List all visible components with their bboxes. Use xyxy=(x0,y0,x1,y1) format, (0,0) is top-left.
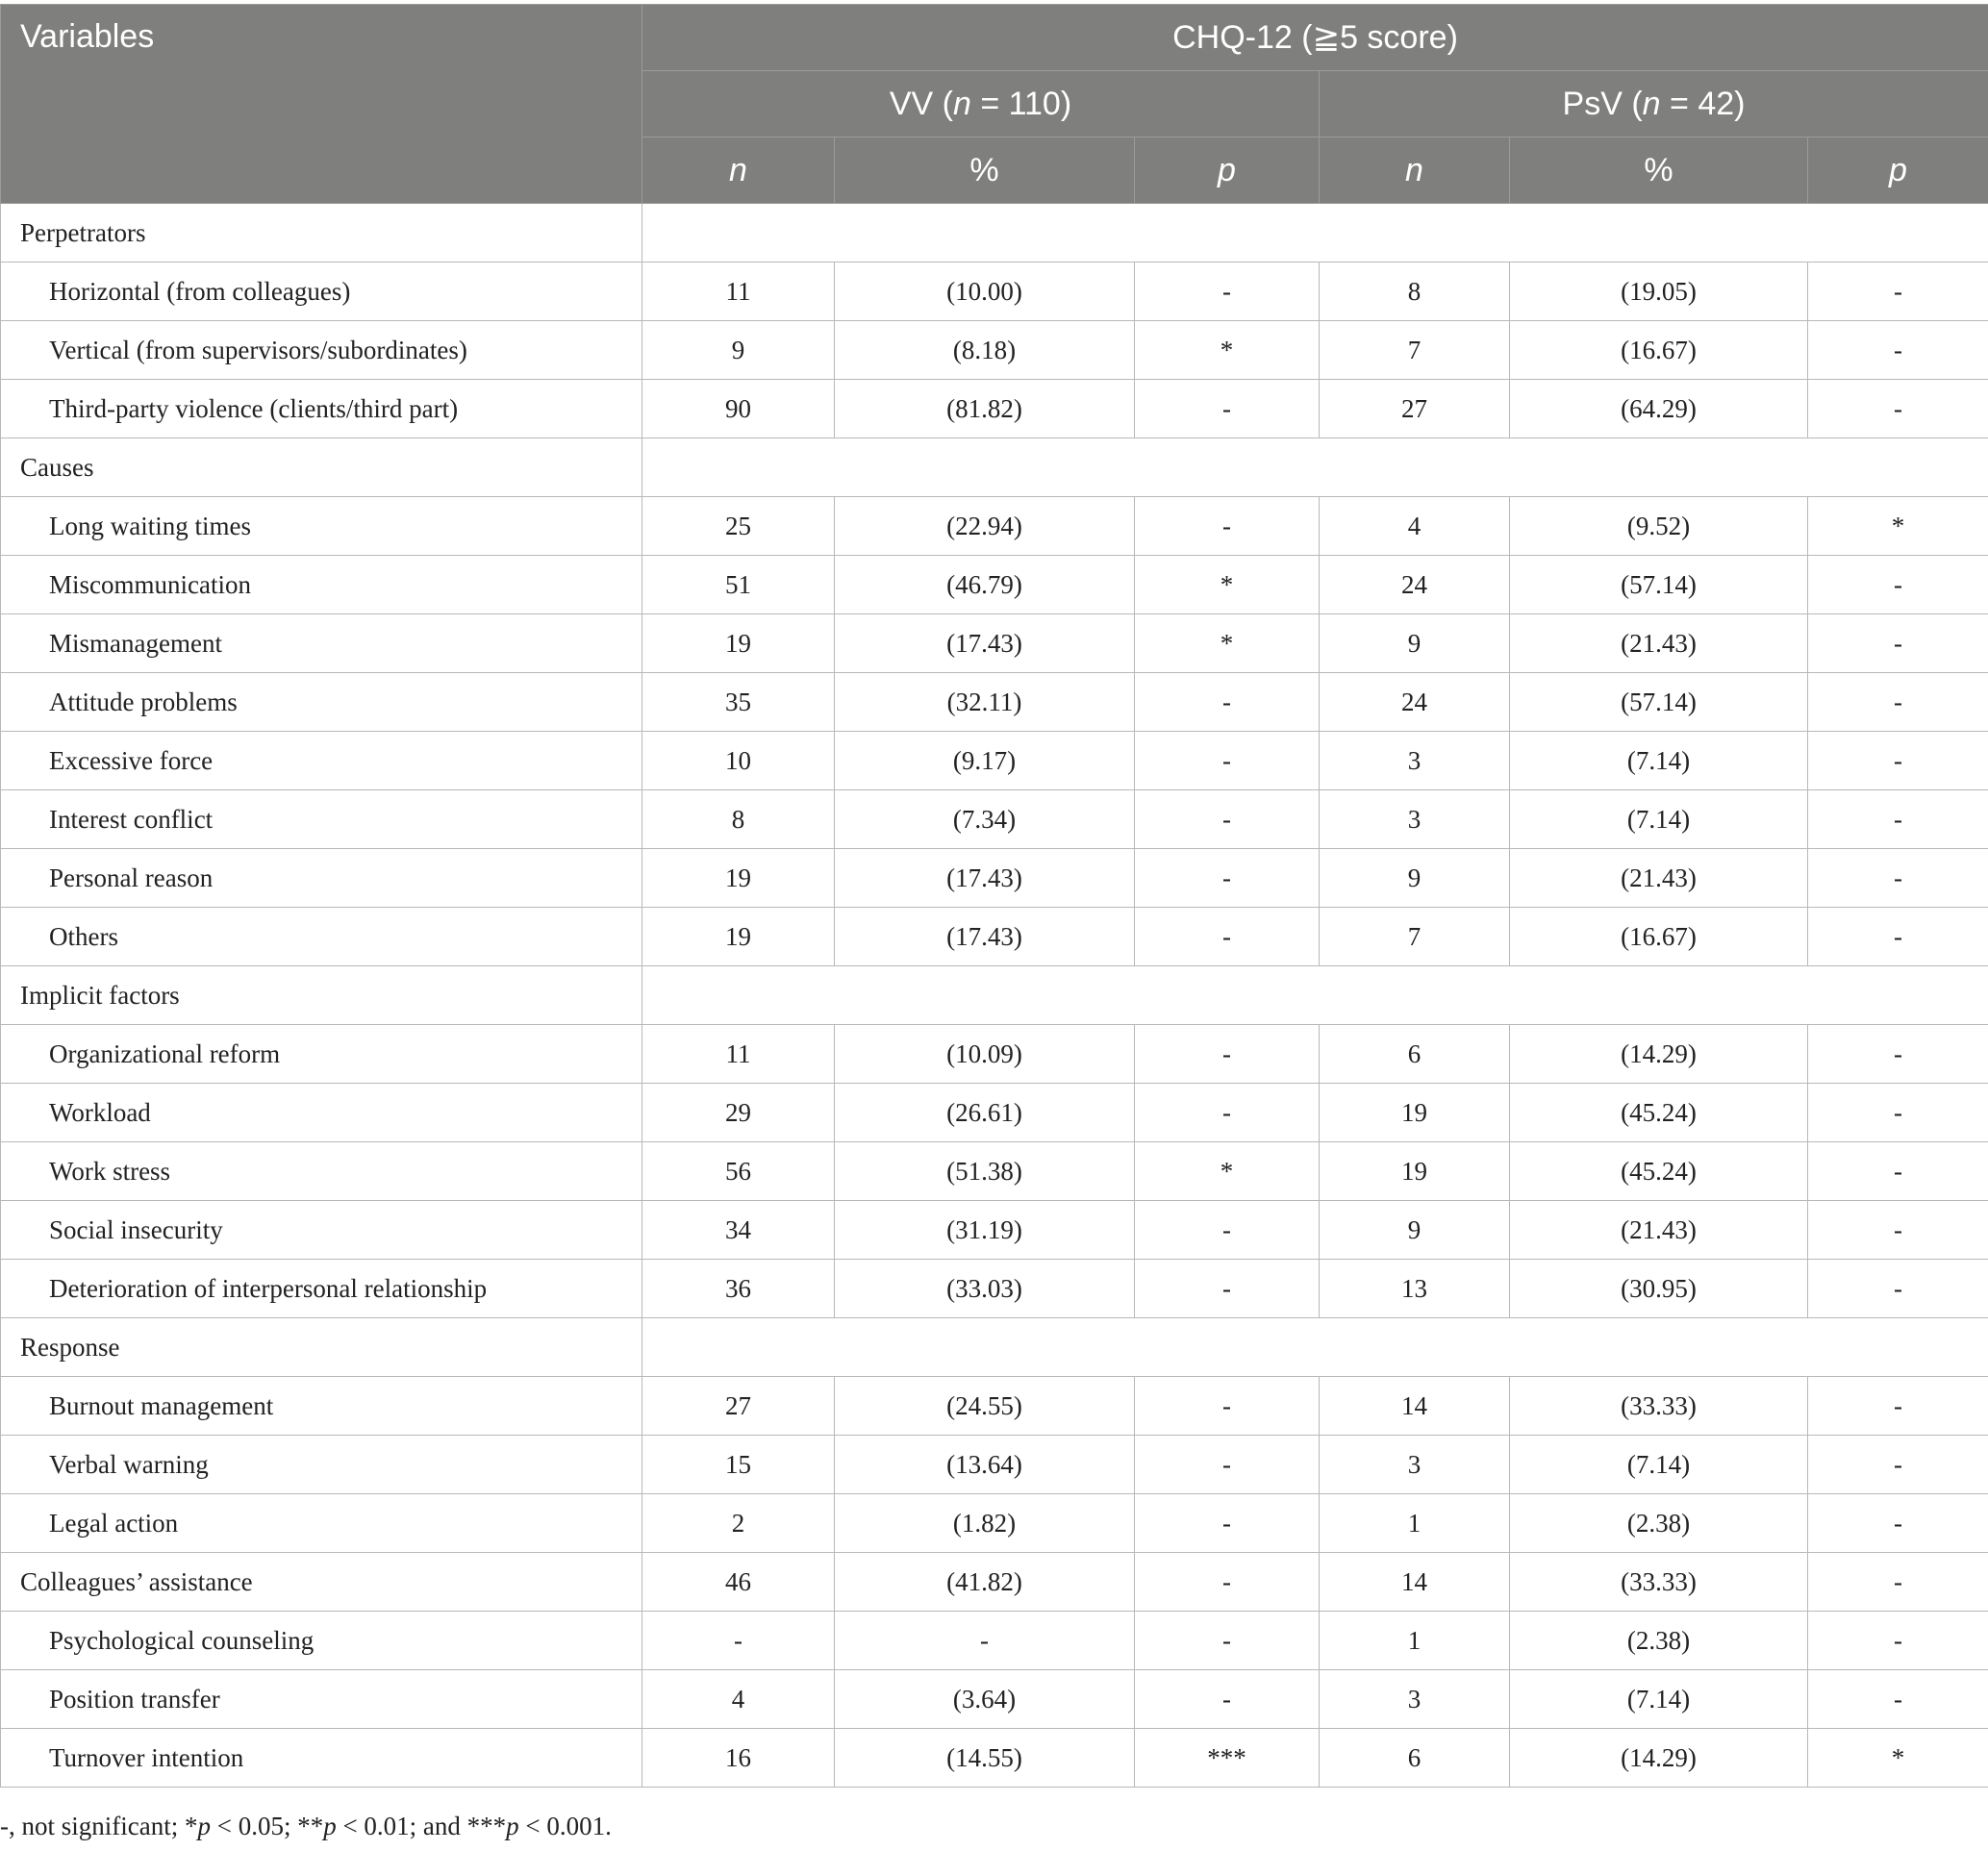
cell-psv-n: 14 xyxy=(1320,1377,1510,1436)
cell-psv-n: 7 xyxy=(1320,908,1510,966)
results-table xyxy=(0,4,1988,1788)
cell-psv-n: 24 xyxy=(1320,673,1510,732)
cell-psv-p: - xyxy=(1808,790,1988,849)
cell-psv-n: 27 xyxy=(1320,380,1510,438)
table-row xyxy=(1,556,1988,614)
cell-vv-percent: (32.11) xyxy=(835,673,1135,732)
subcol-psv-p: p xyxy=(1808,138,1988,204)
cell-vv-percent: (10.00) xyxy=(835,263,1135,321)
cell-vv-p: * xyxy=(1135,321,1320,380)
row-label: Burnout management xyxy=(1,1377,642,1436)
cell-vv-percent: (13.64) xyxy=(835,1436,1135,1494)
table-footnote: -, not significant; *p < 0.05; **p < 0.01; and ***p < 0.001. xyxy=(0,1812,612,1840)
cell-psv-p: - xyxy=(1808,673,1988,732)
cell-psv-n: 3 xyxy=(1320,1436,1510,1494)
cell-psv-p: - xyxy=(1808,1201,1988,1260)
cell-vv-percent: (46.79) xyxy=(835,556,1135,614)
cell-psv-n: 13 xyxy=(1320,1260,1510,1318)
section-filler xyxy=(642,204,1988,263)
cell-psv-p: * xyxy=(1808,497,1988,556)
row-label: Legal action xyxy=(1,1494,642,1553)
row-label: Verbal warning xyxy=(1,1436,642,1494)
cell-psv-p: - xyxy=(1808,849,1988,908)
cell-vv-p: - xyxy=(1135,263,1320,321)
cell-vv-p: *** xyxy=(1135,1729,1320,1788)
row-label: Social insecurity xyxy=(1,1201,642,1260)
cell-psv-percent: (9.52) xyxy=(1510,497,1808,556)
cell-psv-percent: (19.05) xyxy=(1510,263,1808,321)
table-row xyxy=(1,1084,1988,1142)
cell-psv-percent: (33.33) xyxy=(1510,1553,1808,1612)
cell-vv-p: - xyxy=(1135,1084,1320,1142)
cell-vv-percent: (17.43) xyxy=(835,614,1135,673)
cell-psv-n: 3 xyxy=(1320,1670,1510,1729)
cell-psv-percent: (33.33) xyxy=(1510,1377,1808,1436)
cell-vv-p: * xyxy=(1135,1142,1320,1201)
cell-vv-percent: (31.19) xyxy=(835,1201,1135,1260)
row-label: Horizontal (from colleagues) xyxy=(1,263,642,321)
cell-psv-percent: (14.29) xyxy=(1510,1025,1808,1084)
table-row xyxy=(1,263,1988,321)
cell-vv-p: - xyxy=(1135,673,1320,732)
cell-vv-n: - xyxy=(642,1612,835,1670)
cell-vv-n: 29 xyxy=(642,1084,835,1142)
cell-vv-p: - xyxy=(1135,1670,1320,1729)
table-row xyxy=(1,1142,1988,1201)
table-body xyxy=(1,204,1988,1788)
cell-vv-percent: (81.82) xyxy=(835,380,1135,438)
cell-psv-n: 3 xyxy=(1320,732,1510,790)
row-label: Attitude problems xyxy=(1,673,642,732)
cell-psv-percent: (57.14) xyxy=(1510,673,1808,732)
section-filler xyxy=(642,1318,1988,1377)
cell-psv-p: - xyxy=(1808,1553,1988,1612)
cell-vv-percent: (7.34) xyxy=(835,790,1135,849)
table-row xyxy=(1,908,1988,966)
cell-psv-percent: (45.24) xyxy=(1510,1084,1808,1142)
cell-vv-percent: (17.43) xyxy=(835,849,1135,908)
cell-psv-p: - xyxy=(1808,1494,1988,1553)
row-label: Deterioration of interpersonal relationship xyxy=(1,1260,642,1318)
table-row xyxy=(1,1260,1988,1318)
cell-vv-percent: (17.43) xyxy=(835,908,1135,966)
cell-psv-p: - xyxy=(1808,1260,1988,1318)
cell-vv-n: 34 xyxy=(642,1201,835,1260)
row-label: Mismanagement xyxy=(1,614,642,673)
subcol-vv-n: n xyxy=(642,138,835,204)
cell-vv-n: 19 xyxy=(642,908,835,966)
section-filler xyxy=(642,438,1988,497)
section-title: Colleagues’ assistance xyxy=(1,1553,642,1612)
row-label: Personal reason xyxy=(1,849,642,908)
group-header-psv: PsV (n = 42) xyxy=(1320,71,1988,138)
row-label: Vertical (from supervisors/subordinates) xyxy=(1,321,642,380)
cell-psv-percent: (14.29) xyxy=(1510,1729,1808,1788)
cell-psv-percent: (45.24) xyxy=(1510,1142,1808,1201)
cell-vv-n: 8 xyxy=(642,790,835,849)
cell-psv-p: - xyxy=(1808,1377,1988,1436)
cell-vv-n: 51 xyxy=(642,556,835,614)
cell-psv-n: 6 xyxy=(1320,1729,1510,1788)
table-row xyxy=(1,497,1988,556)
cell-vv-n: 90 xyxy=(642,380,835,438)
cell-psv-p: - xyxy=(1808,614,1988,673)
table-row xyxy=(1,1729,1988,1788)
cell-psv-p: - xyxy=(1808,556,1988,614)
cell-psv-n: 19 xyxy=(1320,1142,1510,1201)
cell-vv-percent: (14.55) xyxy=(835,1729,1135,1788)
cell-vv-p: - xyxy=(1135,849,1320,908)
table-header xyxy=(1,5,1988,204)
variables-header: Variables xyxy=(1,5,642,204)
cell-psv-p: - xyxy=(1808,1084,1988,1142)
cell-psv-n: 6 xyxy=(1320,1025,1510,1084)
table-row xyxy=(1,380,1988,438)
cell-psv-n: 3 xyxy=(1320,790,1510,849)
cell-psv-percent: (21.43) xyxy=(1510,1201,1808,1260)
cell-vv-n: 19 xyxy=(642,614,835,673)
table-row xyxy=(1,1201,1988,1260)
cell-vv-n: 46 xyxy=(642,1553,835,1612)
cell-psv-percent: (2.38) xyxy=(1510,1494,1808,1553)
cell-vv-n: 4 xyxy=(642,1670,835,1729)
row-label: Miscommunication xyxy=(1,556,642,614)
cell-psv-percent: (2.38) xyxy=(1510,1612,1808,1670)
table-row xyxy=(1,1670,1988,1729)
table-row xyxy=(1,1612,1988,1670)
cell-vv-p: - xyxy=(1135,1260,1320,1318)
section-title: Causes xyxy=(1,438,642,497)
table-row xyxy=(1,1025,1988,1084)
cell-vv-p: - xyxy=(1135,1377,1320,1436)
cell-vv-n: 10 xyxy=(642,732,835,790)
cell-vv-n: 27 xyxy=(642,1377,835,1436)
cell-psv-p: - xyxy=(1808,732,1988,790)
cell-psv-percent: (30.95) xyxy=(1510,1260,1808,1318)
cell-vv-percent: (1.82) xyxy=(835,1494,1135,1553)
table-row xyxy=(1,321,1988,380)
subcol-psv-percent: % xyxy=(1510,138,1808,204)
cell-psv-n: 9 xyxy=(1320,614,1510,673)
cell-psv-n: 1 xyxy=(1320,1612,1510,1670)
cell-vv-n: 36 xyxy=(642,1260,835,1318)
cell-vv-percent: - xyxy=(835,1612,1135,1670)
cell-vv-p: - xyxy=(1135,1494,1320,1553)
cell-psv-percent: (7.14) xyxy=(1510,1436,1808,1494)
cell-psv-percent: (7.14) xyxy=(1510,790,1808,849)
row-label: Organizational reform xyxy=(1,1025,642,1084)
cell-psv-p: - xyxy=(1808,380,1988,438)
cell-vv-p: * xyxy=(1135,614,1320,673)
cell-psv-percent: (57.14) xyxy=(1510,556,1808,614)
section-title: Response xyxy=(1,1318,642,1377)
table-row xyxy=(1,673,1988,732)
cell-vv-p: - xyxy=(1135,1612,1320,1670)
cell-vv-p: - xyxy=(1135,1436,1320,1494)
cell-psv-n: 14 xyxy=(1320,1553,1510,1612)
section-row xyxy=(1,204,1988,263)
row-label: Turnover intention xyxy=(1,1729,642,1788)
table-row xyxy=(1,1494,1988,1553)
row-label: Interest conflict xyxy=(1,790,642,849)
cell-vv-n: 56 xyxy=(642,1142,835,1201)
table-row xyxy=(1,732,1988,790)
cell-vv-p: - xyxy=(1135,732,1320,790)
cell-psv-n: 7 xyxy=(1320,321,1510,380)
section-row xyxy=(1,438,1988,497)
cell-vv-percent: (41.82) xyxy=(835,1553,1135,1612)
cell-vv-percent: (10.09) xyxy=(835,1025,1135,1084)
cell-psv-p: - xyxy=(1808,321,1988,380)
subcol-psv-n: n xyxy=(1320,138,1510,204)
cell-psv-percent: (21.43) xyxy=(1510,614,1808,673)
row-label: Excessive force xyxy=(1,732,642,790)
cell-vv-n: 35 xyxy=(642,673,835,732)
cell-vv-percent: (24.55) xyxy=(835,1377,1135,1436)
cell-vv-p: - xyxy=(1135,908,1320,966)
section-row xyxy=(1,1553,1988,1612)
cell-psv-percent: (7.14) xyxy=(1510,732,1808,790)
table-row xyxy=(1,790,1988,849)
row-label: Long waiting times xyxy=(1,497,642,556)
cell-psv-p: - xyxy=(1808,1142,1988,1201)
cell-vv-percent: (51.38) xyxy=(835,1142,1135,1201)
cell-vv-percent: (26.61) xyxy=(835,1084,1135,1142)
row-label: Psychological counseling xyxy=(1,1612,642,1670)
cell-psv-n: 1 xyxy=(1320,1494,1510,1553)
cell-vv-percent: (22.94) xyxy=(835,497,1135,556)
subcol-vv-p: p xyxy=(1135,138,1320,204)
table-row xyxy=(1,1377,1988,1436)
cell-psv-p: - xyxy=(1808,1612,1988,1670)
cell-psv-p: * xyxy=(1808,1729,1988,1788)
cell-vv-n: 19 xyxy=(642,849,835,908)
section-row xyxy=(1,1318,1988,1377)
table-row xyxy=(1,614,1988,673)
cell-vv-n: 2 xyxy=(642,1494,835,1553)
row-label: Others xyxy=(1,908,642,966)
cell-vv-p: - xyxy=(1135,497,1320,556)
cell-psv-p: - xyxy=(1808,1436,1988,1494)
cell-psv-n: 4 xyxy=(1320,497,1510,556)
cell-psv-percent: (21.43) xyxy=(1510,849,1808,908)
cell-psv-p: - xyxy=(1808,908,1988,966)
cell-vv-n: 11 xyxy=(642,1025,835,1084)
cell-vv-percent: (3.64) xyxy=(835,1670,1135,1729)
section-filler xyxy=(642,966,1988,1025)
cell-psv-p: - xyxy=(1808,263,1988,321)
group-header-vv: VV (n = 110) xyxy=(642,71,1320,138)
section-row xyxy=(1,966,1988,1025)
results-table-container xyxy=(0,4,1988,1788)
cell-psv-percent: (16.67) xyxy=(1510,908,1808,966)
scale-header: CHQ-12 (≧5 score) xyxy=(642,5,1988,71)
cell-vv-p: * xyxy=(1135,556,1320,614)
cell-vv-p: - xyxy=(1135,1025,1320,1084)
cell-vv-n: 11 xyxy=(642,263,835,321)
cell-vv-percent: (8.18) xyxy=(835,321,1135,380)
header-row-1 xyxy=(1,5,1988,71)
cell-vv-percent: (33.03) xyxy=(835,1260,1135,1318)
subcol-vv-percent: % xyxy=(835,138,1135,204)
cell-vv-p: - xyxy=(1135,790,1320,849)
cell-psv-percent: (16.67) xyxy=(1510,321,1808,380)
cell-psv-p: - xyxy=(1808,1670,1988,1729)
cell-psv-percent: (7.14) xyxy=(1510,1670,1808,1729)
row-label: Workload xyxy=(1,1084,642,1142)
cell-vv-n: 25 xyxy=(642,497,835,556)
row-label: Third-party violence (clients/third part) xyxy=(1,380,642,438)
cell-vv-percent: (9.17) xyxy=(835,732,1135,790)
table-row xyxy=(1,849,1988,908)
cell-vv-p: - xyxy=(1135,1553,1320,1612)
section-title: Perpetrators xyxy=(1,204,642,263)
section-title: Implicit factors xyxy=(1,966,642,1025)
cell-vv-n: 9 xyxy=(642,321,835,380)
row-label: Position transfer xyxy=(1,1670,642,1729)
row-label: Work stress xyxy=(1,1142,642,1201)
table-row xyxy=(1,1436,1988,1494)
cell-psv-n: 9 xyxy=(1320,849,1510,908)
cell-psv-n: 9 xyxy=(1320,1201,1510,1260)
cell-psv-n: 24 xyxy=(1320,556,1510,614)
cell-vv-p: - xyxy=(1135,380,1320,438)
cell-psv-n: 8 xyxy=(1320,263,1510,321)
cell-psv-percent: (64.29) xyxy=(1510,380,1808,438)
cell-vv-p: - xyxy=(1135,1201,1320,1260)
cell-psv-p: - xyxy=(1808,1025,1988,1084)
cell-psv-n: 19 xyxy=(1320,1084,1510,1142)
cell-vv-n: 16 xyxy=(642,1729,835,1788)
cell-vv-n: 15 xyxy=(642,1436,835,1494)
